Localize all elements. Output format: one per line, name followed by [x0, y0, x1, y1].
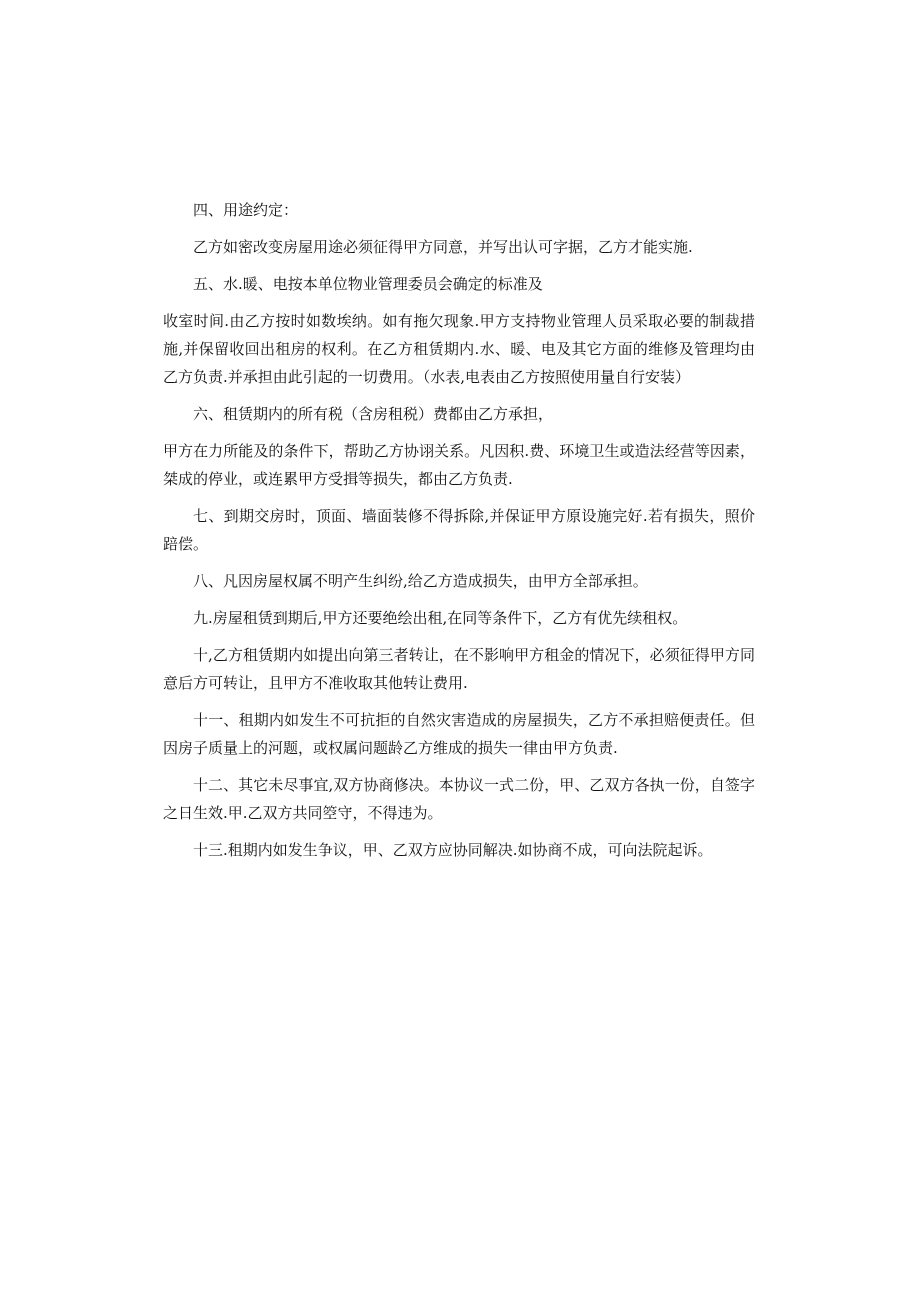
section-5-heading: 五、水.暖、电按本单位物业管理委员会确定的标准及	[193, 275, 543, 293]
section-13-text: 十三.租期内如发生争议，甲、乙双方应协同解决.如协商不成，可向法院起诉。	[193, 841, 713, 859]
section-6-text: 甲方在力所能及的条件下，帮助乙方协诩关系。凡因积.费、环境卫生或造法经营等因素，桀成的停业，或连累甲方受揖等损失，都由乙方负责.	[163, 442, 755, 488]
section-8-text: 八、凡因房屋权属不明产生纠纷,给乙方造成损失，由甲方全部承担。	[193, 572, 648, 590]
section-4-text: 乙方如密改变房屋用途必须征得甲方同意，并写出认可字据，乙方才能实施.	[193, 238, 693, 256]
section-11-text: 十一、租期内如发生不可抗拒的自然灾害造成的房屋损失，乙方不承担赔便责任。但因房子质量上的河题，或权属问题龄乙方维成的损失一律由甲方负责.	[163, 711, 755, 757]
section-4-heading: 四、用途约定：	[193, 201, 299, 219]
section-12-text: 十二、其它未尽事宜,双方协商修决。本协议一式二份，甲、乙双方各执一份，自签字之日生效.甲.乙双方共同箜守，不得违为。	[163, 776, 755, 822]
section-10-text: 十,乙方租赁期内如提出向第三者转让，在不影响甲方租金的情况下，必须征得甲方同意后方可转让，且甲方不准收取其他转让费用.	[163, 646, 755, 692]
section-7-text: 七、到期交房时，顶面、墙面装修不得拆除,并保证甲方原设施完好.若有损失，照价踣偿。	[163, 507, 755, 553]
section-9-text: 九.房屋租赁到期后,甲方还要绝绘出租,在同等条件下，乙方有优先续租权。	[193, 609, 688, 627]
document-body	[163, 196, 755, 873]
section-5-text: 收室时间.由乙方按时如数埃纳。如有拖欠现象.甲方支持物业管理人员采取必要的制裁措施,并保留收回出租房的权利。在乙方租赁期内.水、暖、电及其它方面的维修及管理均由乙方负责.并承担由此引起的一切费用。（水表,电表由乙方按照使用量自行安装）	[163, 312, 755, 386]
section-6-heading: 六、租赁期内的所有税（含房租税）费都由乙方承担，	[193, 405, 554, 423]
